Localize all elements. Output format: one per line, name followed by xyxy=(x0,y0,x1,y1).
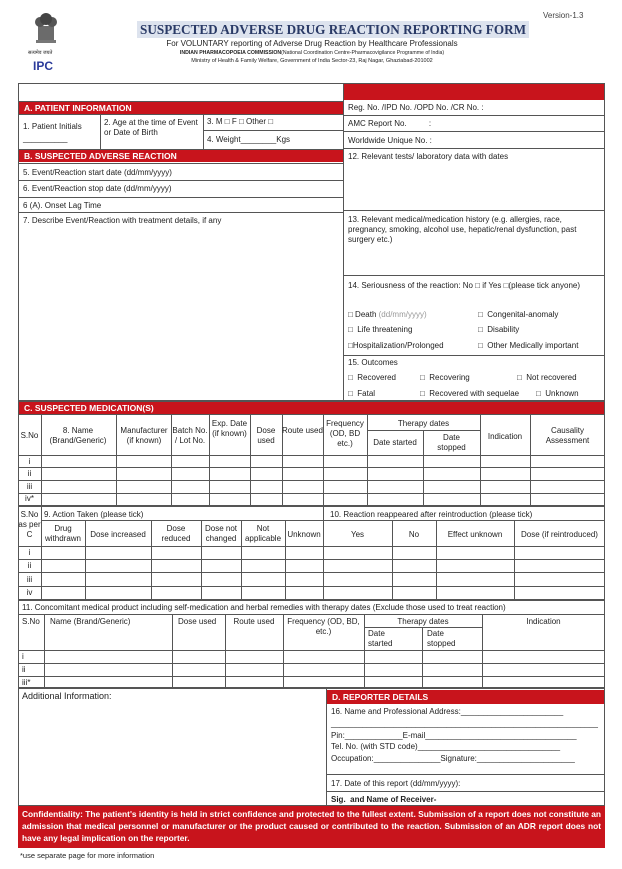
c-row-label: iii xyxy=(26,482,33,491)
receiver-signature-field[interactable]: Sig. and Name of Receiver- xyxy=(331,795,437,804)
c-col-name: 8. Name (Brand/Generic) xyxy=(49,426,107,445)
reg-no-label[interactable]: Reg. No. /IPD No. /OPD No. /CR No. : xyxy=(348,103,484,112)
reint-col-dose: Dose (if reintroduced) xyxy=(521,530,598,539)
c-row-label: ii xyxy=(27,469,32,478)
action-col-increased: Dose increased xyxy=(90,530,146,539)
action-row-label: i xyxy=(28,548,31,557)
reint-col-no: No xyxy=(408,530,420,539)
c-col-started: Date started xyxy=(373,438,417,447)
life-threatening-option[interactable]: □ Life threatening xyxy=(348,325,413,334)
onset-lag-label[interactable]: 6 (A). Onset Lag Time xyxy=(23,201,102,210)
reint-col-effect-unknown: Effect unknown xyxy=(447,530,503,539)
patient-initials-field[interactable]: __________ xyxy=(23,134,68,143)
age-label: 2. Age at the time of Event or Date of Birth xyxy=(104,118,198,137)
death-option[interactable] xyxy=(348,310,427,320)
action-col-not-changed: Dose not changed xyxy=(204,524,238,543)
outcomes-label: 15. Outcomes xyxy=(348,358,398,367)
sex-options[interactable]: 3. M □ F □ Other □ xyxy=(207,117,274,126)
weight-field[interactable]: 4. Weight________Kgs xyxy=(207,135,291,144)
c-col-exp: Exp. Date (if known) xyxy=(211,419,248,438)
section-c-frame xyxy=(18,401,605,506)
reporter-address-field[interactable]: 16. Name and Professional Address:_______________________ xyxy=(331,707,564,716)
c-row-label: i xyxy=(28,457,31,466)
seriousness-label[interactable]: 14. Seriousness of the reaction: No □ if Yes □(please tick anyone) xyxy=(348,281,581,290)
action-col-unknown: Unknown xyxy=(287,530,321,539)
conc-col-sno: S.No xyxy=(22,617,40,626)
fatal-option[interactable]: □ Fatal xyxy=(348,389,376,398)
ipc-logo xyxy=(32,58,58,72)
action-row-label: ii xyxy=(27,561,32,570)
c-col-manufacturer: Manufacturer (if known) xyxy=(120,426,168,445)
start-date-label[interactable]: 5. Event/Reaction start date (dd/mm/yyyy) xyxy=(23,168,172,177)
conc-col-dose: Dose used xyxy=(178,617,217,626)
action-col-withdrawn: Drug withdrawn xyxy=(44,524,81,543)
conc-row-label: iii* xyxy=(22,678,31,687)
c-col-frequency: Frequency (OD, BD etc.) xyxy=(326,419,364,448)
c-col-indication: Indication xyxy=(487,432,523,441)
action-taken-label: 9. Action Taken (please tick) xyxy=(44,510,144,519)
action-col-not-applicable: Not applicable xyxy=(244,524,282,543)
patient-initials-label: 1. Patient Initials xyxy=(23,122,82,131)
confidentiality-notice: Confidentiality: The patient's identity is held in strict confidence and protected to the fullest extent. Submission of a report does not constitute an admission that medical personnel or manufacturer or the product caused or contributed to the reaction. Submission of an ADR report does not have any legal implication on the reporter. xyxy=(18,806,605,848)
form-title: SUSPECTED ADVERSE DRUG REACTION REPORTING FORM xyxy=(137,21,529,38)
action-col-reduced: Dose reduced xyxy=(161,524,191,543)
lab-tests-label[interactable]: 12. Relevant tests/ laboratory data with dates xyxy=(348,152,509,161)
describe-event-label[interactable]: 7. Describe Event/Reaction with treatment details, if any xyxy=(23,216,222,225)
section-a-header: A. PATIENT INFORMATION xyxy=(19,102,343,114)
other-important-option[interactable]: □ Other Medically important xyxy=(478,341,579,350)
reporter-address-line[interactable]: ____________________________________________________________ xyxy=(331,719,598,728)
reappeared-label: 10. Reaction reappeared after reintroduction (please tick) xyxy=(330,510,533,519)
conc-col-name: Name (Brand/Generic) xyxy=(50,617,131,626)
c-col-route: Route used xyxy=(282,426,323,435)
ipc-line xyxy=(120,49,504,57)
conc-row-label: i xyxy=(22,652,24,661)
unknown-outcome-option[interactable]: □ Unknown xyxy=(536,389,579,398)
additional-info-label[interactable]: Additional Information: xyxy=(22,691,112,701)
conc-col-started: Date started xyxy=(368,629,393,648)
death-date-format: (dd/mm/yyyy) xyxy=(378,310,427,319)
disability-option[interactable]: □ Disability xyxy=(478,325,520,334)
recovered-option[interactable]: □ Recovered xyxy=(348,373,396,382)
version-label: Version-1.3 xyxy=(543,11,584,20)
recovering-option[interactable]: □ Recovering xyxy=(420,373,470,382)
ipc-programme: (National Coordination Centre-Pharmacovigilance Programme of India) xyxy=(281,50,445,56)
c-col-sno: S.No xyxy=(20,431,39,440)
emblem-caption: सत्यमेव जयते xyxy=(28,50,53,56)
action-row-label: iii xyxy=(26,575,33,584)
c-col-causality: Causality Assessment xyxy=(545,426,590,445)
c-row-label: iv* xyxy=(25,494,34,503)
conc-col-frequency: Frequency (OD, BD, etc.) xyxy=(287,617,360,636)
congenital-option[interactable]: □ Congenital-anomaly xyxy=(478,310,559,319)
form-subtitle: For VOLUNTARY reporting of Adverse Drug Reaction by Healthcare Professionals xyxy=(166,39,458,48)
c-col-dose: Dose used xyxy=(256,426,276,445)
conc-row-label: ii xyxy=(22,665,26,674)
stop-date-label[interactable]: 6. Event/Reaction stop date (dd/mm/yyyy) xyxy=(23,184,172,193)
reint-col-yes: Yes xyxy=(350,530,365,539)
c-col-stopped: Date stopped xyxy=(437,433,466,452)
death-text: □ Death xyxy=(348,310,377,319)
footnote: *use separate page for more information xyxy=(20,851,155,860)
sequelae-option[interactable]: □ Recovered with sequelae xyxy=(420,389,520,398)
medical-history-label[interactable]: 13. Relevant medical/medication history (e.g. allergies, race, pregnancy, smoking, alcohol use, hepatic/renal dysfunction, past surgery etc.) xyxy=(348,215,577,244)
amc-report-label[interactable]: AMC Report No. : xyxy=(348,119,432,128)
worldwide-no-label[interactable]: Worldwide Unique No. : xyxy=(348,136,432,145)
reporter-tel-field[interactable]: Tel. No. (with STD code)________________________________ xyxy=(331,742,561,751)
report-date-field[interactable]: 17. Date of this report (dd/mm/yyyy): xyxy=(331,779,461,788)
section-d-header: D. REPORTER DETAILS xyxy=(327,690,604,704)
c-col-therapy: Therapy dates xyxy=(397,419,450,428)
ministry-line: Ministry of Health & Family Welfare, Government of India Sector-23, Raj Nagar, Ghaziabad-201002 xyxy=(191,58,433,64)
svg-text:IPC: IPC xyxy=(33,59,54,72)
reporter-pin-email-field[interactable]: Pin:_____________E-mail__________________________________ xyxy=(331,731,577,740)
ipc-name: INDIAN PHARMACOPOEIA COMMISSION xyxy=(179,50,282,56)
concomitant-label: 11. Concomitant medical product including self-medication and herbal remedies with therapy dates (Exclude those used to treat reaction) xyxy=(22,603,506,612)
conc-col-indication: Indication xyxy=(526,617,561,626)
section-c-header: C. SUSPECTED MEDICATION(S) xyxy=(19,402,604,414)
conc-col-route: Route used xyxy=(233,617,275,626)
hospitalization-option[interactable]: □Hospitalization/Prolonged xyxy=(348,341,444,350)
conc-col-stopped: Date stopped xyxy=(427,629,456,648)
section-b-header: B. SUSPECTED ADVERSE REACTION xyxy=(19,150,343,162)
not-recovered-option[interactable]: □ Not recovered xyxy=(517,373,577,382)
reporter-occupation-field[interactable]: Occupation:_______________Signature:______________________ xyxy=(331,754,575,763)
action-row-label: iv xyxy=(26,588,33,597)
c-col-batch: Batch No. / Lot No. xyxy=(172,426,208,445)
action-col-sno: S.No as per C xyxy=(18,510,41,539)
emblem-logo xyxy=(30,10,62,50)
conc-col-therapy: Therapy dates xyxy=(397,617,449,626)
right-top-band xyxy=(343,84,604,100)
